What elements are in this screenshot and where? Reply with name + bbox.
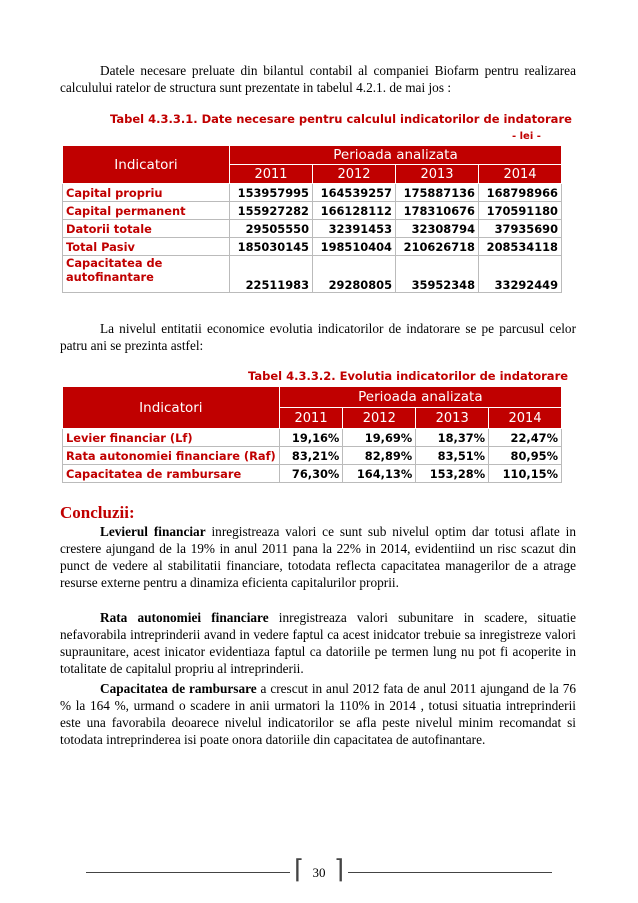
table1-year: 2012 — [313, 165, 396, 184]
cell-value: 155927282 — [230, 202, 313, 220]
table-row — [63, 238, 562, 256]
cell-value: 164,13% — [343, 465, 416, 483]
table2-year: 2013 — [416, 408, 489, 429]
table1-year: 2013 — [396, 165, 479, 184]
table1-period-label: Perioada analizata — [230, 146, 562, 165]
table1 — [62, 145, 562, 293]
row-label: Total Pasiv — [63, 238, 230, 256]
cell-value: 32391453 — [313, 220, 396, 238]
row-label: Capital propriu — [63, 184, 230, 202]
table-row — [63, 256, 562, 293]
table2-year: 2014 — [489, 408, 562, 429]
row-label: Rata autonomiei financiare (Raf) — [63, 447, 280, 465]
table1-year: 2011 — [230, 165, 313, 184]
middle-paragraph: La nivelul entitatii economice evolutia indicatorilor de indatorare se pe parcusul celor patru ani se prezinta astfel: — [60, 321, 576, 353]
cell-value: 198510404 — [313, 238, 396, 256]
cell-value: 22,47% — [489, 429, 562, 447]
table1-caption: Tabel 4.3.3.1. Date necesare pentru calculul indicatorilor de indatorare — [110, 112, 572, 126]
row-label-line1: Capacitatea de — [66, 256, 163, 270]
cell-value: 32308794 — [396, 220, 479, 238]
cell-value: 83,51% — [416, 447, 489, 465]
cell-value: 37935690 — [479, 220, 562, 238]
footer-bracket-left: ⌈ — [294, 855, 305, 885]
table2-year: 2012 — [343, 408, 416, 429]
cell-value: 175887136 — [396, 184, 479, 202]
cell-value: 33292449 — [479, 256, 562, 293]
row-label-line2: autofinantare — [66, 270, 154, 284]
table2-period-label: Perioada analizata — [279, 387, 561, 408]
table2-year: 2011 — [279, 408, 343, 429]
footer-rule-left — [86, 872, 290, 873]
intro-paragraph: Datele necesare preluate din bilantul contabil al companiei Biofarm pentru realizarea calculului ratelor de structura sunt prezentate in tabelul 4.2.1. de mai jos : — [60, 63, 576, 95]
term-capacitatea: Capacitatea de rambursare — [100, 681, 257, 696]
cell-value: 22511983 — [230, 256, 313, 293]
table2-header-row — [63, 387, 562, 408]
table-row — [63, 447, 562, 465]
cell-value: 19,16% — [279, 429, 343, 447]
cell-value: 35952348 — [396, 256, 479, 293]
cell-value: 178310676 — [396, 202, 479, 220]
cell-value: 208534118 — [479, 238, 562, 256]
cell-value: 168798966 — [479, 184, 562, 202]
conclusions-title: Concluzii: — [60, 503, 135, 522]
conclusion-paragraph-3 — [60, 680, 576, 748]
table-row — [63, 429, 562, 447]
table1-unit: - lei - — [512, 131, 541, 142]
cell-value: 29280805 — [313, 256, 396, 293]
row-label — [63, 256, 230, 293]
table-row — [63, 220, 562, 238]
table2 — [62, 386, 562, 483]
row-label: Capital permanent — [63, 202, 230, 220]
table1-header-row — [63, 146, 562, 165]
cell-value: 210626718 — [396, 238, 479, 256]
cell-value: 76,30% — [279, 465, 343, 483]
table2-header-label: Indicatori — [63, 387, 280, 429]
cell-value: 82,89% — [343, 447, 416, 465]
cell-value: 110,15% — [489, 465, 562, 483]
table1-year: 2014 — [479, 165, 562, 184]
cell-value: 29505550 — [230, 220, 313, 238]
cell-value: 80,95% — [489, 447, 562, 465]
conclusion-paragraph-2 — [60, 609, 576, 677]
cell-value: 83,21% — [279, 447, 343, 465]
cell-value: 166128112 — [313, 202, 396, 220]
table2-caption: Tabel 4.3.3.2. Evolutia indicatorilor de indatorare — [248, 369, 569, 383]
cell-value: 153957995 — [230, 184, 313, 202]
term-rata: Rata autonomiei financiare — [100, 610, 269, 625]
row-label: Datorii totale — [63, 220, 230, 238]
cell-value: 185030145 — [230, 238, 313, 256]
cell-value: 170591180 — [479, 202, 562, 220]
page-number: 30 — [312, 865, 326, 880]
footer-rule-right — [348, 872, 552, 873]
cell-value: 18,37% — [416, 429, 489, 447]
term-levier: Levierul financiar — [100, 524, 206, 539]
row-label: Levier financiar (Lf) — [63, 429, 280, 447]
footer-bracket-right: ⌉ — [334, 855, 345, 885]
conclusion-text-3: a crescut in anul 2012 fata de anul 2011 ajungand de la 76 % la 164 %, urmand o scadere in anii urmatori la 110% in 2014 , totusi situatia intreprinderii este una favorabila deoarece nivelul indicatorilor se afla peste nivelul minim recomandat si totodata intreprinderea isi poate onora datoriile din capacitatea de autofinantare. — [60, 681, 576, 747]
conclusion-paragraph-1 — [60, 523, 576, 591]
cell-value: 19,69% — [343, 429, 416, 447]
table-row — [63, 465, 562, 483]
cell-value: 164539257 — [313, 184, 396, 202]
table-row — [63, 202, 562, 220]
conclusion-text-2: inregistreaza valori subunitare in scadere, situatie nefavorabila intreprinderii avand in vedere faptul ca acest inidcator trebuie sa inregistreze valori supraunitare, acest inicator evidentiaza faptul ca datoriile pe termen lung nu pot fi acoperite in totalitate de capitalul propriu al intreprinderii. — [60, 610, 576, 676]
cell-value: 153,28% — [416, 465, 489, 483]
table1-header-label: Indicatori — [63, 146, 230, 184]
table-row — [63, 184, 562, 202]
row-label: Capacitatea de rambursare — [63, 465, 280, 483]
conclusion-text-1: inregistreaza valori ce sunt sub nivelul optim dar totusi aflate in crestere ajungand de la 19% in anul 2011 pana la 22% in 2014, evidentiind un risc scazut din punct de vedere al stabilitatii financiare, totodata reflecta capacitatea managerilor de a atrage resurse externe pentru a dinamiza eficienta capitalurilor proprii. — [60, 524, 576, 590]
